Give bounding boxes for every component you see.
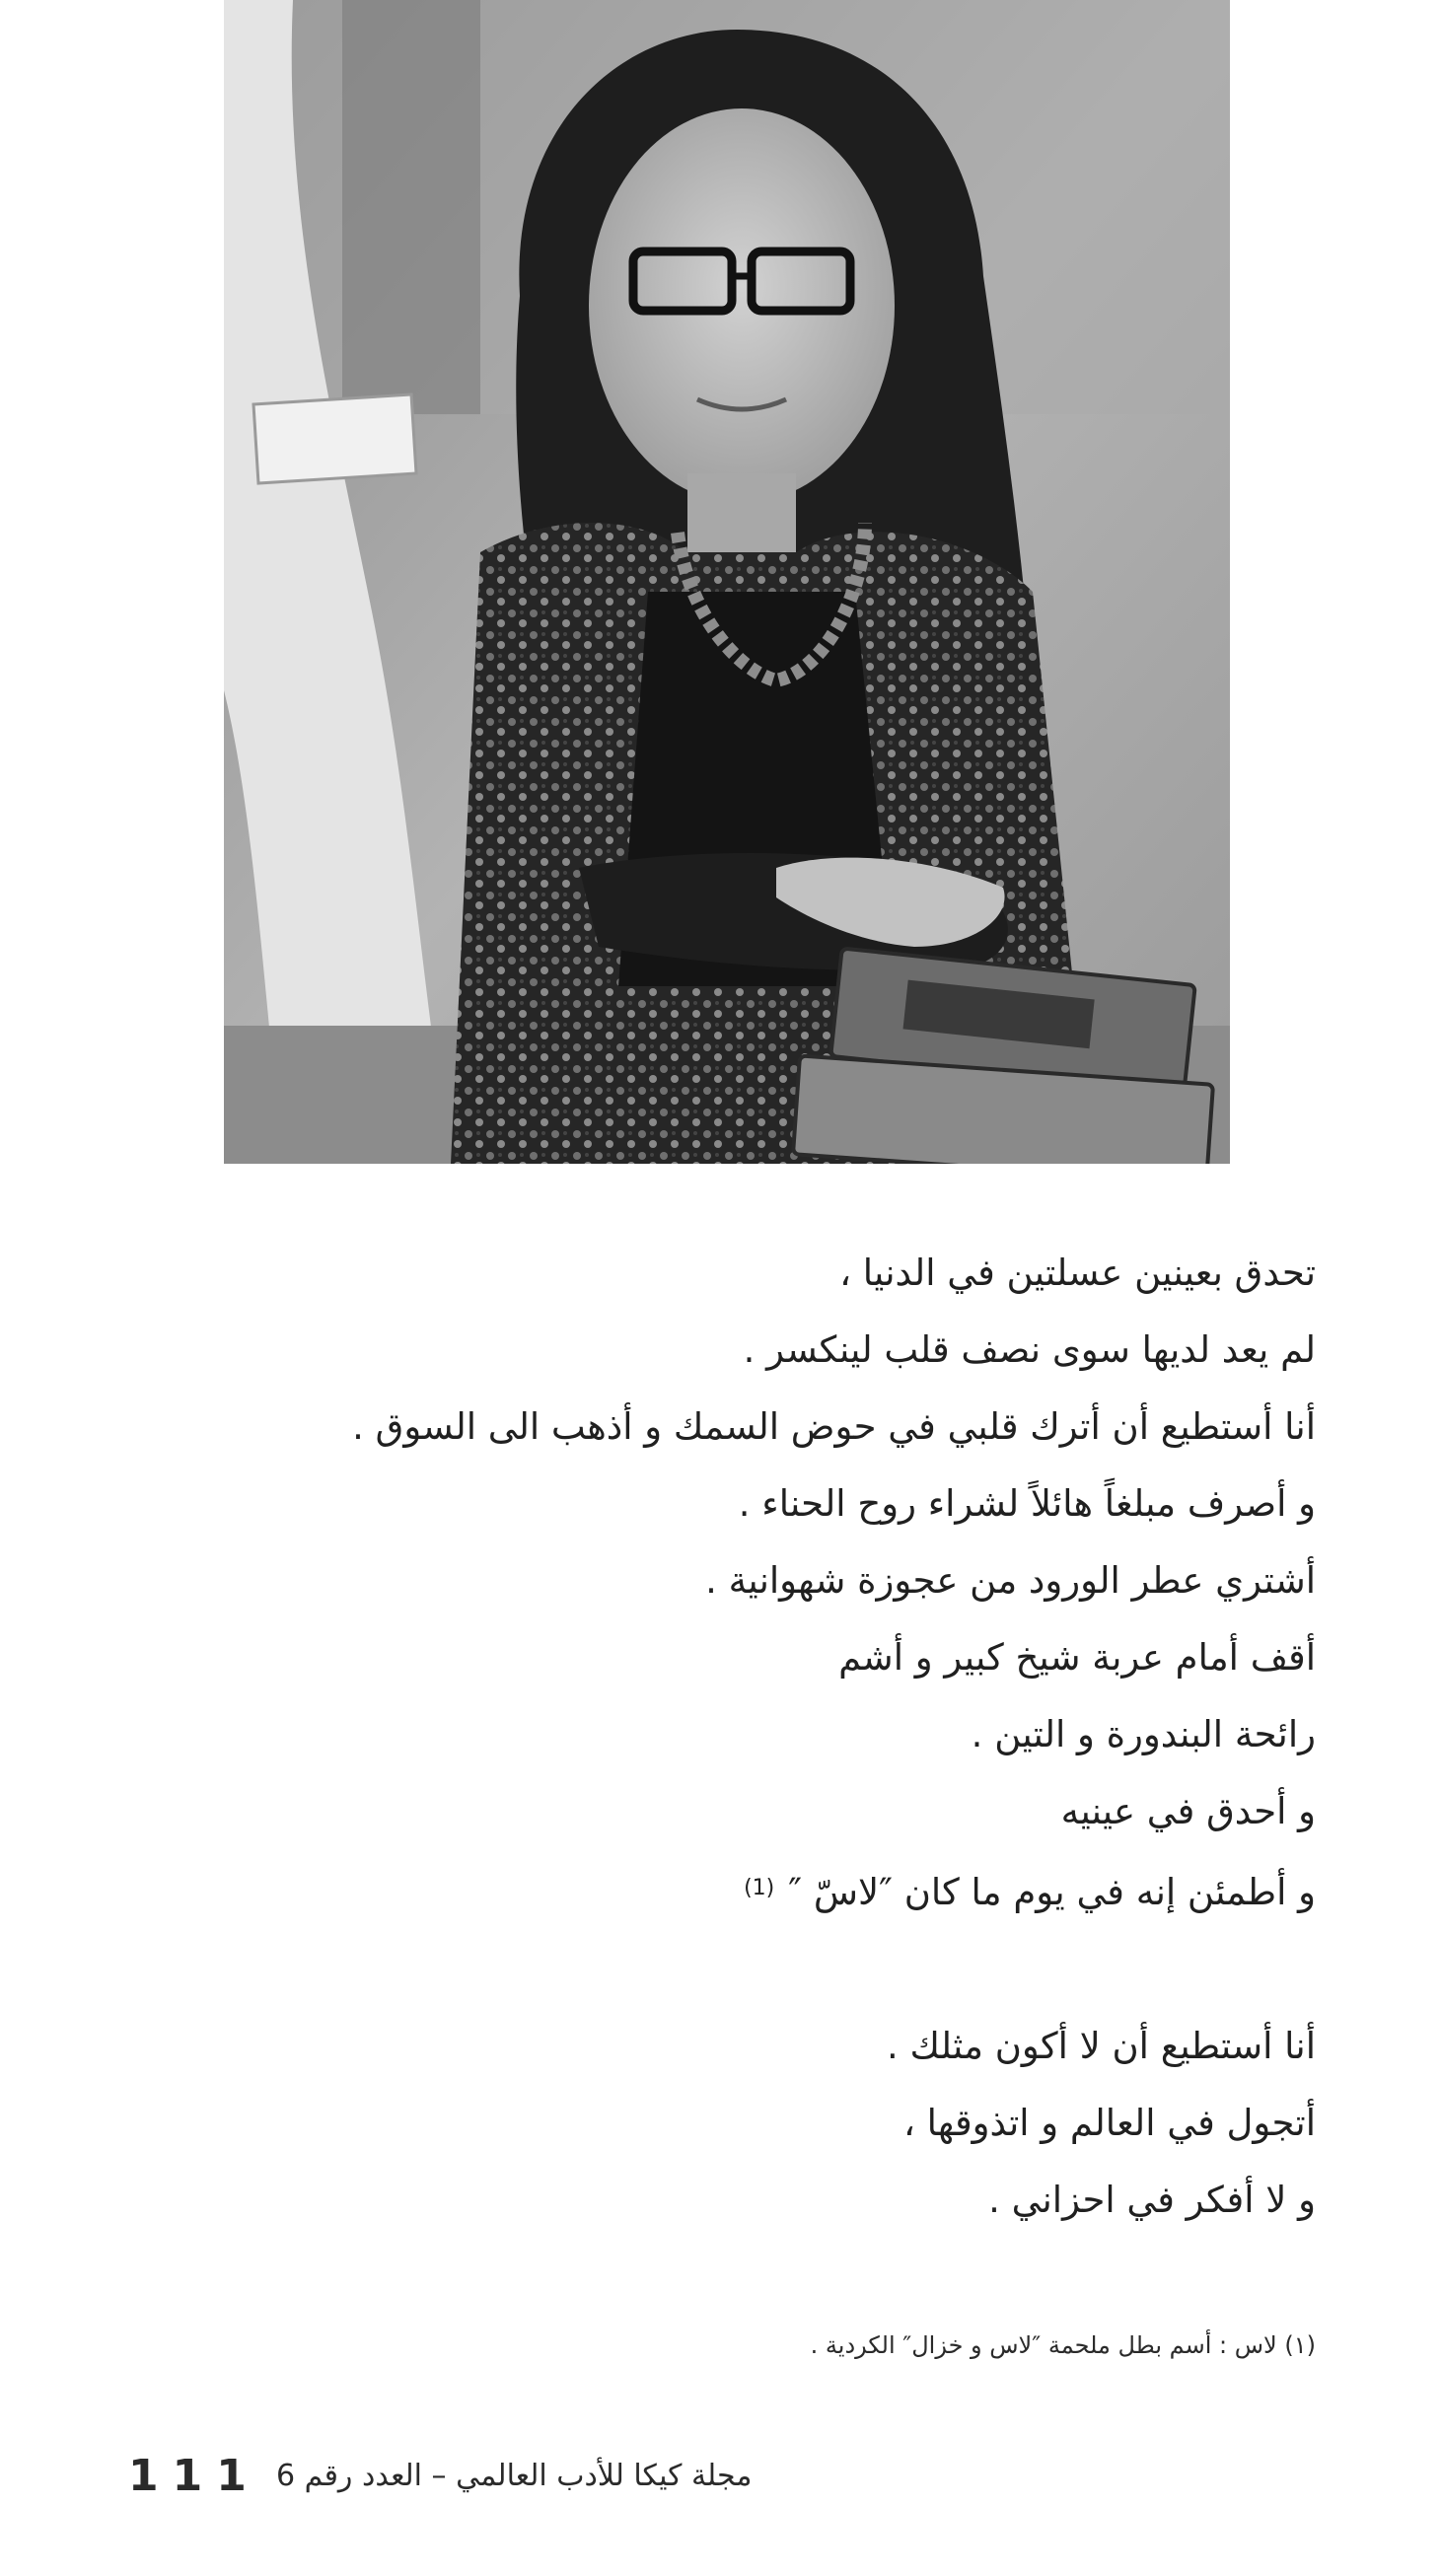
page-footer [128,2446,752,2505]
poem-line: أنا أستطيع أن أترك قلبي في حوض السمك و أذهب الى السوق . [352,1405,1316,1448]
stanza-gap [181,1931,1316,2008]
footnote: (١) لاس : أسم بطل ملحمة ″لاس و خزال″ الكردية . [810,2331,1316,2359]
page-number: 111 [128,2450,260,2501]
poem-line: أنا أستطيع أن لا أكون مثلك . [887,2025,1316,2067]
poem-line: لم يعد لديها سوى نصف قلب لينكسر . [743,1328,1316,1371]
poem-line: أشتري عطر الورود من عجوزة شهوانية . [705,1559,1316,1602]
poem-line: أقف أمام عربة شيخ كبير و أشم [838,1636,1316,1679]
poem-line-with-footnote [181,1850,1316,1931]
poem-body [181,1235,1316,2239]
journal-title: مجلة كيكا للأدب العالمي – العدد رقم 6 [276,2458,753,2493]
poem-line: تحدق بعينين عسلتين في الدنيا ، [839,1252,1316,1294]
poem-line: و أصرف مبلغاً هائلاً لشراء روح الحناء . [738,1482,1316,1525]
footnote-reference: (1) [744,1876,775,1900]
portrait-photo-graphic [224,0,1230,1164]
poem-line: رائحة البندورة و التين . [971,1713,1316,1755]
portrait-photo [224,0,1230,1164]
poem-line: و لا أفكر في احزاني . [988,2179,1316,2221]
poem-line: أتجول في العالم و اتذوقها ، [902,2102,1316,2144]
poem-line: و أحدق في عينيه [1060,1790,1316,1832]
poem-line-text: و أطمئن إنه في يوم ما كان ″لاسّ ″ [788,1871,1316,1913]
